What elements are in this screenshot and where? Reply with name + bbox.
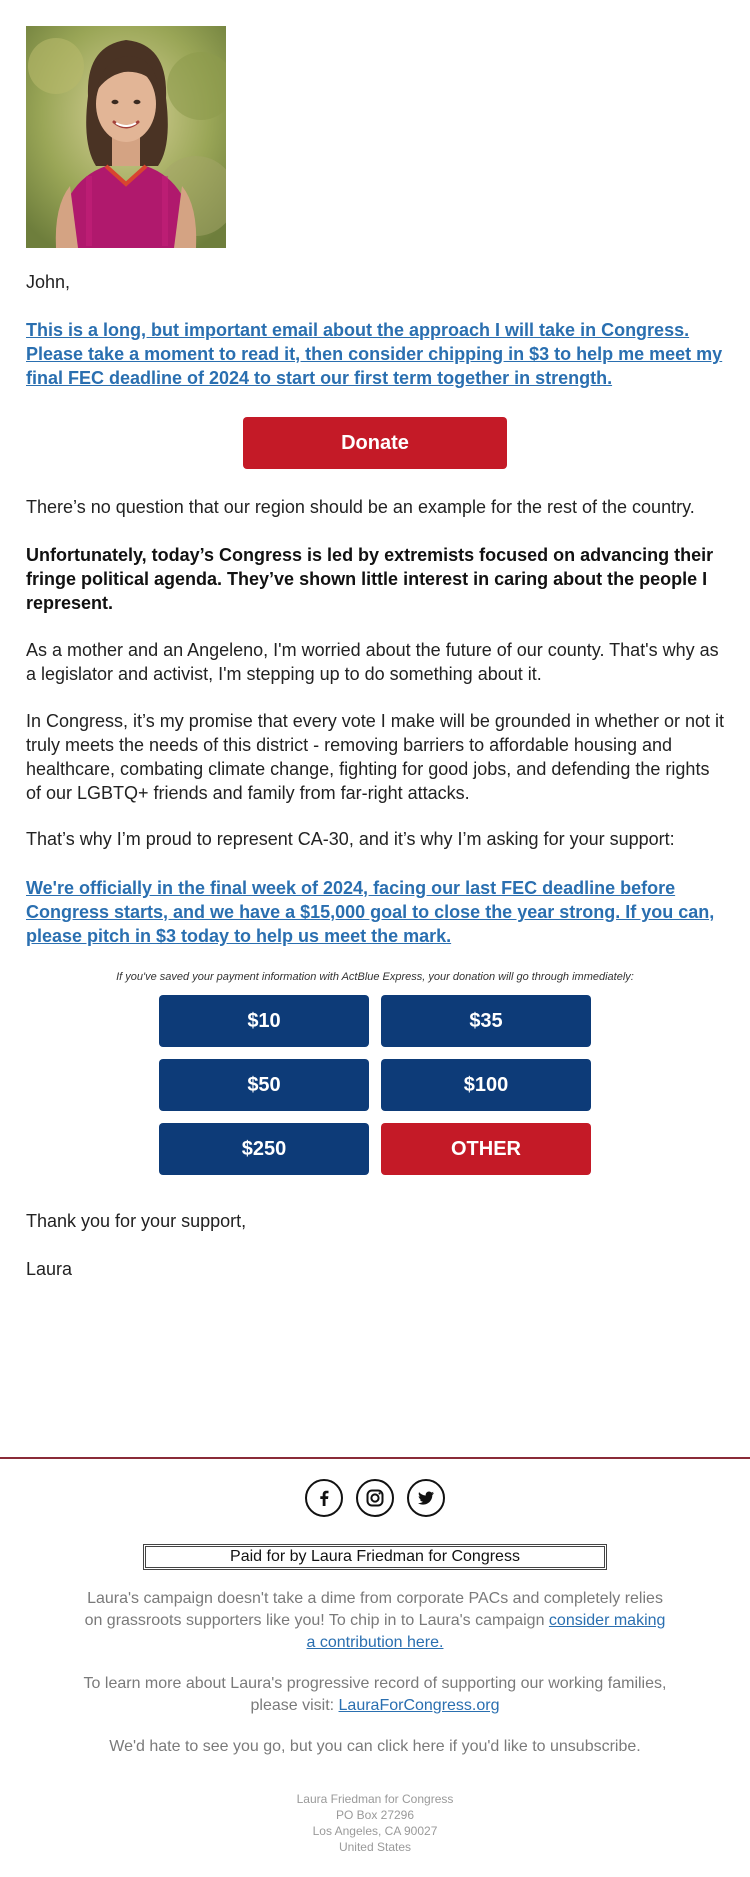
address-line-3: Los Angeles, CA 90027 — [312, 1824, 438, 1838]
donate-button[interactable]: Donate — [243, 417, 507, 469]
paragraph-ca30: That’s why I’m proud to represent CA-30, and it’s why I’m asking for your support: — [26, 829, 675, 849]
learn-text: To learn more about Laura's progressive record of supporting our working families, please visit: — [83, 1675, 667, 1714]
amount-button-100[interactable]: $100 — [381, 1059, 591, 1111]
address-line-1: Laura Friedman for Congress — [296, 1792, 454, 1806]
pac-text: Laura's campaign doesn't take a dime from corporate PACs and completely relies on grassroots supporters like you! To chip in to Laura's campaign — [84, 1590, 663, 1629]
signoff: Thank you for your support, — [26, 1211, 247, 1231]
unsubscribe-link[interactable]: We'd hate to see you go, but you can click here if you'd like to unsubscribe. — [109, 1738, 641, 1755]
instagram-icon[interactable] — [356, 1479, 394, 1517]
deadline-link[interactable]: We're officially in the final week of 2024, facing our last FEC deadline before Congress starts, and we have a $15,000 goal to close the year strong. If you can, please pitch in $3 today to help us meet the mark. — [26, 878, 715, 946]
footer-divider — [0, 1457, 750, 1459]
contribution-link[interactable]: consider making a contribution here. — [306, 1612, 666, 1651]
amount-button-other[interactable]: OTHER — [381, 1123, 591, 1175]
amount-button-250[interactable]: $250 — [159, 1123, 369, 1175]
paid-for-disclaimer: Paid for by Laura Friedman for Congress — [143, 1544, 607, 1570]
candidate-photo — [26, 26, 226, 248]
greeting: John, — [26, 272, 71, 292]
address-line-4: United States — [338, 1840, 412, 1854]
paragraph-region: There’s no question that our region should be an example for the rest of the country. — [26, 497, 695, 517]
mailing-address — [0, 1791, 750, 1855]
paragraph-mother: As a mother and an Angeleno, I'm worried about the future of our county. That's why as a legislator and activist, I'm stepping up to do something about it. — [26, 640, 719, 684]
pac-statement — [80, 1588, 670, 1654]
amount-button-35[interactable]: $35 — [381, 995, 591, 1047]
amount-button-50[interactable]: $50 — [159, 1059, 369, 1111]
address-line-2: PO Box 27296 — [335, 1808, 415, 1822]
intro-link[interactable]: This is a long, but important email about the approach I will take in Congress. Please take a moment to read it, then consider chipping in $3 to help me meet my final FEC deadline of 2024 to start our first term together in strength. — [26, 320, 723, 388]
paragraph-extremists: Unfortunately, today’s Congress is led by extremists focused on advancing their fringe political agenda. They’ve shown little interest in caring about the people I represent. — [26, 545, 714, 613]
amount-button-10[interactable]: $10 — [159, 995, 369, 1047]
website-link[interactable]: LauraForCongress.org — [338, 1697, 500, 1714]
paragraph-promise: In Congress, it’s my promise that every vote I make will be grounded in whether or not it truly meets the needs of this district - removing barriers to affordable housing and healthcare, combating climate change, fighting for good jobs, and defending the rights of our LGBTQ+ friends and family from far-right attacks. — [26, 711, 724, 803]
learn-more — [80, 1673, 670, 1717]
signature: Laura — [26, 1259, 73, 1279]
actblue-express-note: If you've saved your payment information with ActBlue Express, your donation will go through immediately: — [116, 971, 634, 983]
facebook-icon[interactable] — [305, 1479, 343, 1517]
twitter-icon[interactable] — [407, 1479, 445, 1517]
candidate-portrait-illustration — [26, 26, 226, 248]
